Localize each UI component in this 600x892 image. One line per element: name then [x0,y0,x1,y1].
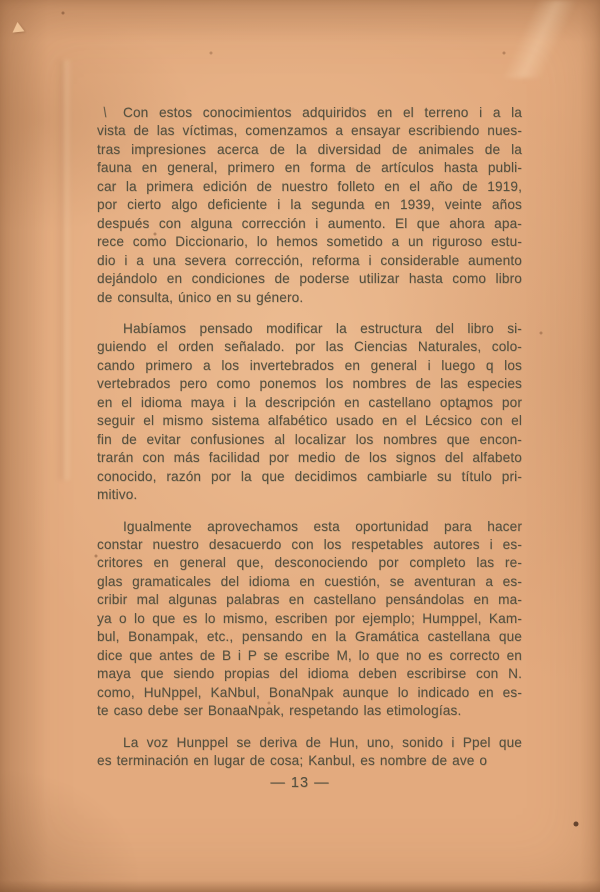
text-line: Habíamos pensado modificar la estructura del libro si- [123,320,522,336]
paragraph [97,320,522,505]
paragraphs-container [97,104,522,770]
page-number: — 13 — [270,775,330,791]
text-line: después con alguna corrección i aumento. El que ahora apa- [97,215,522,231]
text-line: en el idioma maya i la descripción en castellano optamos por [97,394,522,410]
text-line: cando primero a los invertebrados en general i luego q los [97,357,522,373]
text-line: dice que antes de B i P se escribe M, lo que no es correcto en [97,647,522,663]
page-text-block [97,104,522,783]
text-line: es terminación en lugar de cosa; Kanbul, es nombre de ave o [97,752,488,768]
paper-specks [0,0,2,2]
text-line: bul, Bonampak, etc., pensando en la Gramática castellana que [97,629,522,645]
paper-crease-top-right [430,0,600,78]
text-line: rece como Diccionario, lo hemos sometido a un riguroso estu- [97,234,522,250]
paper-crease-left [56,60,72,480]
text-line: glas gramaticales del idioma en cuestión, se aventuran a es- [97,573,522,589]
text-line: trarán con más facilidad por medio de los signos del alfabeto [97,450,522,466]
text-line: te caso debe ser BonaaNpak, respetando las etimologías. [97,703,462,719]
text-line: dio i a una severa corrección, reforma i considerable aumento [97,252,522,268]
paragraph [97,104,522,307]
paragraph [97,734,522,771]
text-line: fin de evitar confusiones al localizar los nombres que encon- [97,431,522,447]
text-line: Igualmente aprovechamos esta oportunidad para hacer [123,518,522,534]
text-line: La voz Hunppel se deriva de Hun, uno, sonido i Ppel que [123,734,522,750]
paper-dent-mark [12,21,25,32]
text-line: dejándolo en condiciones de poderse utilizar hasta como libro [97,271,522,287]
text-line: car la primera edición de nuestro folleto en el año de 1919, [97,178,522,194]
text-line: seguir el mismo sistema alfabético usado en el Lécsico con el [97,413,522,429]
text-line: por cierto algo deficiente i la segunda en 1939, veinte años [97,197,522,213]
text-line: vista de las víctimas, comenzamos a ensayar escribiendo nues- [97,123,522,139]
text-line: critores en general que, desconociendo por completo las re- [97,555,522,571]
text-line: ya o lo que es lo mismo, escriben por ejemplo; Humppel, Kam- [97,610,522,626]
text-line: de consulta, único en su género. [97,289,304,305]
text-line: maya que siendo propias del idioma deben escribirse con N. [97,666,522,682]
text-line: Con estos conocimientos adquiridos en el terreno i a la [123,105,522,120]
text-line: conocido, razón por la que decidimos cambiarle su título pri- [97,468,522,484]
text-line: vertebrados pero como ponemos los nombres de las especies [97,376,522,392]
text-line: como, HuNppel, KaNbul, BonaNpak aunque lo indicado en es- [97,684,522,700]
text-line: tras impresiones acerca de la diversidad de animales de la [97,141,522,157]
text-line: constar nuestro desacuerdo con los respetables autores i es- [97,536,522,552]
text-line: mitivo. [97,487,138,503]
paragraph [97,518,522,721]
text-line: cribir mal algunas palabras en castellano pensándolas en ma- [97,592,522,608]
ink-stray-mark: \ [102,103,108,121]
text-line: fauna en general, primero en forma de artículos hasta publi- [97,160,522,176]
text-line: guiendo el orden señalado. por las Ciencias Naturales, colo- [97,339,522,355]
